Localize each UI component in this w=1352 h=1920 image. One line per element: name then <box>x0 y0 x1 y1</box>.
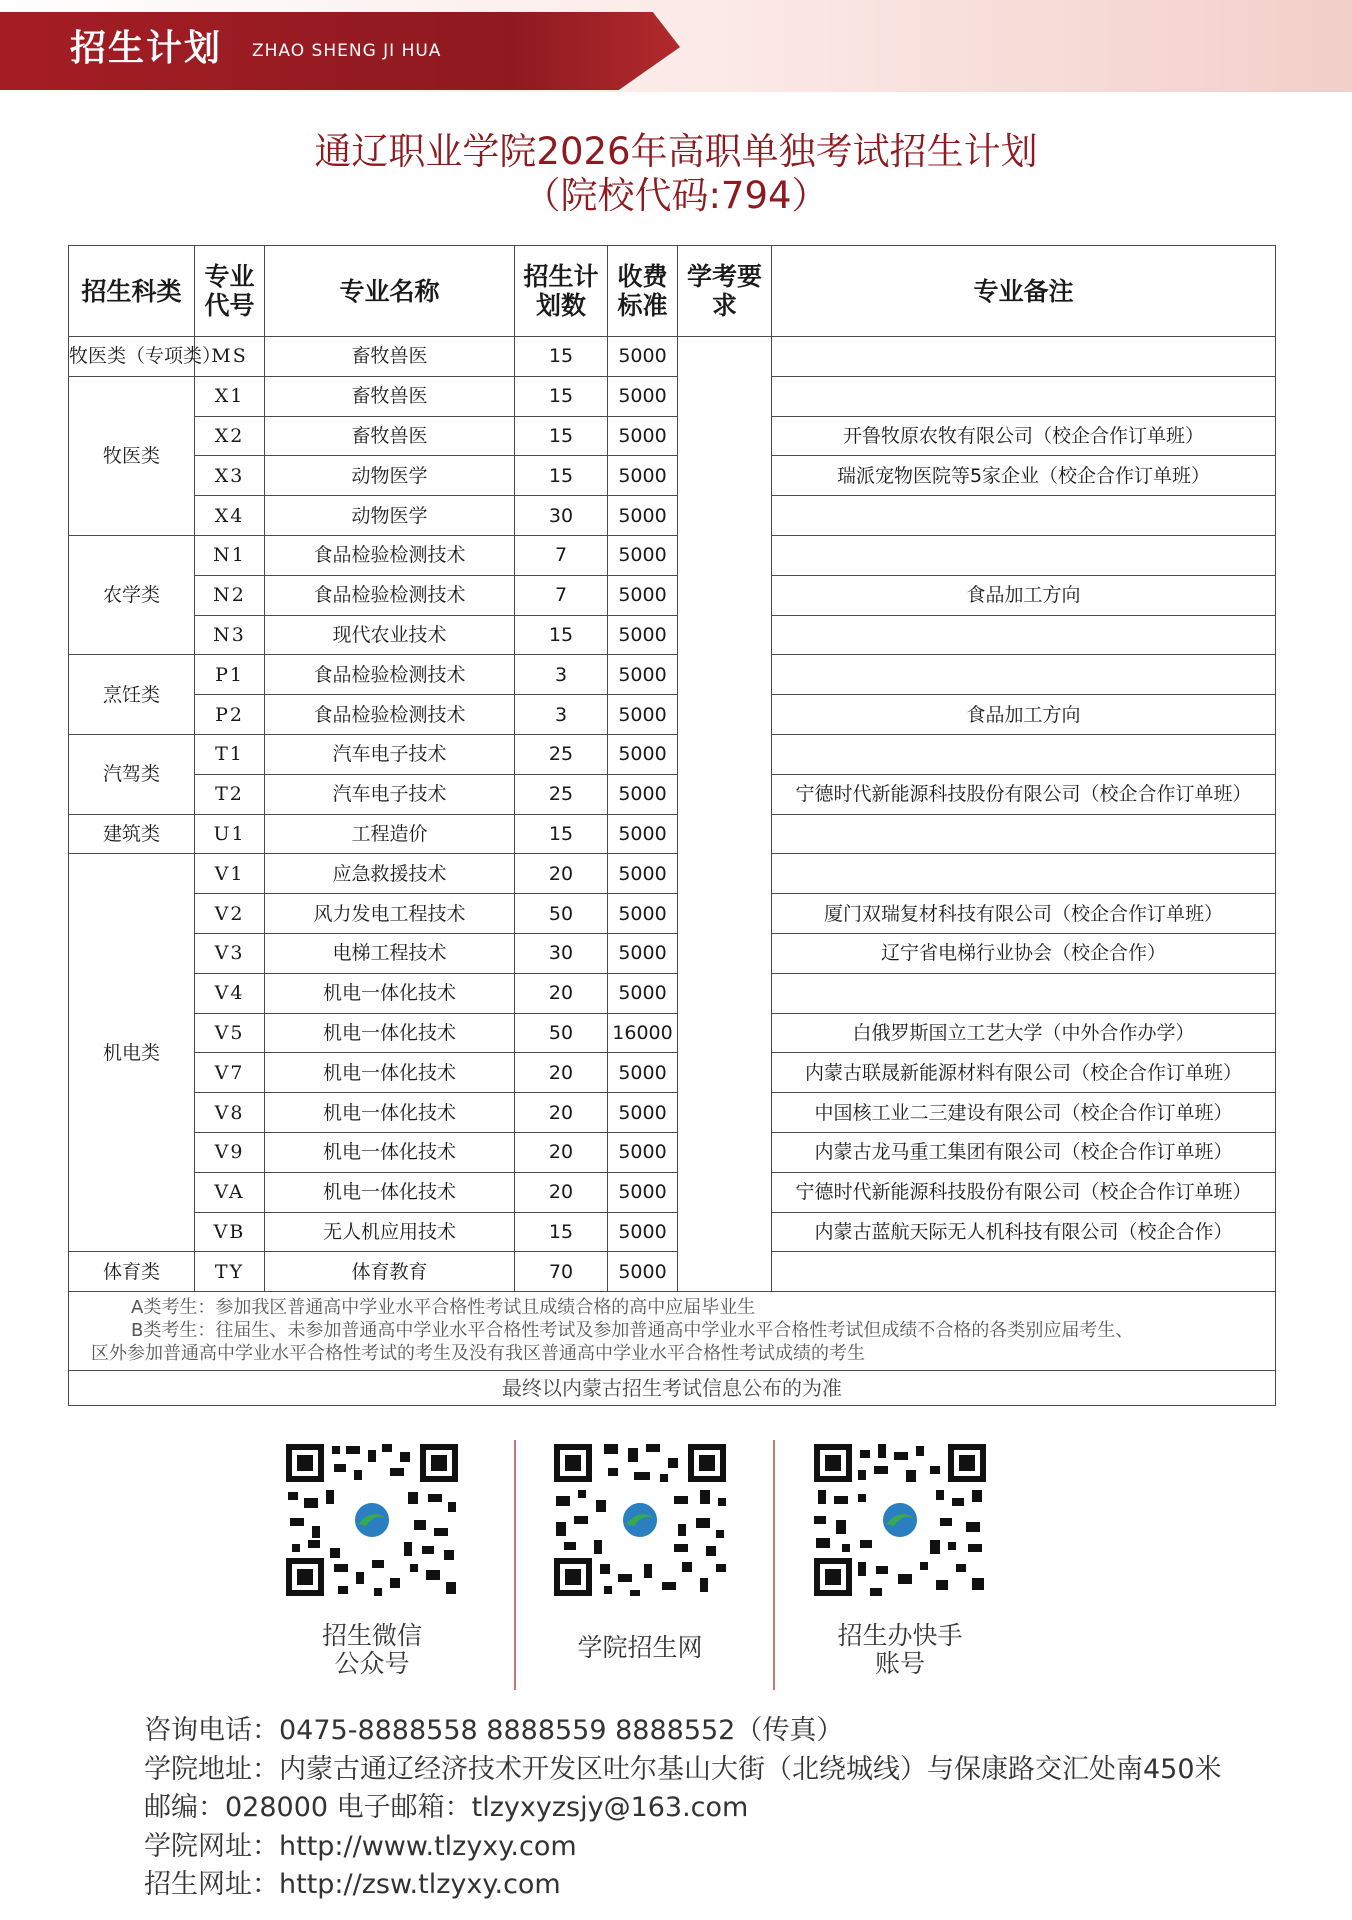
category-cell: 建筑类 <box>69 814 195 854</box>
note-cell <box>772 535 1276 575</box>
fee-cell: 5000 <box>608 1093 678 1133</box>
code-cell: V9 <box>195 1132 265 1172</box>
table-row <box>69 1172 1276 1212</box>
quota-cell: 15 <box>515 615 608 655</box>
category-cell: 烹饪类 <box>69 655 195 735</box>
code-cell: MS <box>195 337 265 377</box>
table-row <box>69 814 1276 854</box>
notes-row <box>69 1292 1276 1371</box>
note-cell: 宁德时代新能源科技股份有限公司（校企合作订单班） <box>772 1172 1276 1212</box>
major-cell: 现代农业技术 <box>265 615 515 655</box>
quota-cell: 30 <box>515 933 608 973</box>
fee-cell: 5000 <box>608 535 678 575</box>
contact-admission-website[interactable]: 招生网址：http://zsw.tlzyxy.com <box>144 1869 561 1900</box>
qr-label-kuaishou-2: 账号 <box>874 1649 925 1678</box>
note-cell: 内蒙古龙马重工集团有限公司（校企合作订单班） <box>772 1132 1276 1172</box>
quota-cell: 20 <box>515 1093 608 1133</box>
major-cell: 机电一体化技术 <box>265 973 515 1013</box>
major-cell: 应急救援技术 <box>265 854 515 894</box>
code-cell: X3 <box>195 456 265 496</box>
code-cell: X4 <box>195 496 265 536</box>
major-cell: 食品检验检测技术 <box>265 535 515 575</box>
qr-code-section <box>0 1440 1352 1690</box>
fee-cell: 5000 <box>608 615 678 655</box>
fee-cell: 5000 <box>608 814 678 854</box>
table-row <box>69 894 1276 934</box>
major-cell: 机电一体化技术 <box>265 1013 515 1053</box>
table-row <box>69 1132 1276 1172</box>
major-cell: 机电一体化技术 <box>265 1053 515 1093</box>
note-a: A类考生：参加我区普通高中学业水平合格性考试且成绩合格的高中应届毕业生 <box>131 1297 756 1319</box>
quota-cell: 3 <box>515 655 608 695</box>
fee-cell: 5000 <box>608 1212 678 1252</box>
code-cell: VB <box>195 1212 265 1252</box>
major-cell: 汽车电子技术 <box>265 774 515 814</box>
code-cell: V8 <box>195 1093 265 1133</box>
table-row <box>69 933 1276 973</box>
school-code: （院校代码:794） <box>523 174 829 217</box>
code-cell: U1 <box>195 814 265 854</box>
quota-cell: 50 <box>515 894 608 934</box>
quota-cell: 50 <box>515 1013 608 1053</box>
header-note: 专业备注 <box>772 246 1276 337</box>
quota-cell: 7 <box>515 535 608 575</box>
table-row <box>69 496 1276 536</box>
fee-cell: 5000 <box>608 774 678 814</box>
category-cell: 机电类 <box>69 854 195 1252</box>
qr-website-block <box>530 1440 750 1662</box>
table-row <box>69 854 1276 894</box>
fee-cell: 5000 <box>608 456 678 496</box>
code-cell: N3 <box>195 615 265 655</box>
table-row <box>69 376 1276 416</box>
table-row <box>69 615 1276 655</box>
note-cell <box>772 337 1276 377</box>
quota-cell: 30 <box>515 496 608 536</box>
code-cell: P1 <box>195 655 265 695</box>
major-cell: 工程造价 <box>265 814 515 854</box>
qr-label-kuaishou-1: 招生办快手 <box>837 1621 963 1650</box>
table-row <box>69 655 1276 695</box>
quota-cell: 25 <box>515 774 608 814</box>
fee-cell: 16000 <box>608 1013 678 1053</box>
table-row <box>69 1212 1276 1252</box>
code-cell: V2 <box>195 894 265 934</box>
major-cell: 畜牧兽医 <box>265 376 515 416</box>
major-cell: 风力发电工程技术 <box>265 894 515 934</box>
code-cell: V5 <box>195 1013 265 1053</box>
code-cell: N2 <box>195 575 265 615</box>
category-cell: 汽驾类 <box>69 734 195 814</box>
major-cell: 汽车电子技术 <box>265 734 515 774</box>
contact-zip-email: 邮编：028000 电子邮箱：tlzyxyzsjy@163.com <box>144 1792 749 1823</box>
quota-cell: 70 <box>515 1252 608 1292</box>
document-title: 通辽职业学院2026年高职单独考试招生计划 <box>314 130 1038 173</box>
header-category: 招生科类 <box>69 246 195 337</box>
code-cell: T1 <box>195 734 265 774</box>
fee-cell: 5000 <box>608 496 678 536</box>
quota-cell: 15 <box>515 814 608 854</box>
contact-phone: 咨询电话：0475-8888558 8888559 8888552（传真） <box>144 1715 844 1746</box>
quota-cell: 15 <box>515 376 608 416</box>
note-cell: 内蒙古蓝航天际无人机科技有限公司（校企合作） <box>772 1212 1276 1252</box>
fee-cell: 5000 <box>608 734 678 774</box>
fee-cell: 5000 <box>608 933 678 973</box>
table-row <box>69 734 1276 774</box>
fee-cell: 5000 <box>608 894 678 934</box>
note-cell <box>772 496 1276 536</box>
header-title: 招生计划 <box>70 28 223 69</box>
requirement-cell <box>678 337 772 1292</box>
major-cell: 体育教育 <box>265 1252 515 1292</box>
qr-code-kuaishou[interactable] <box>810 1440 990 1600</box>
quota-cell: 3 <box>515 695 608 735</box>
major-cell: 畜牧兽医 <box>265 416 515 456</box>
qr-code-wechat[interactable] <box>282 1440 462 1600</box>
table-row <box>69 575 1276 615</box>
qr-wechat-block <box>262 1440 482 1678</box>
code-cell: T2 <box>195 774 265 814</box>
qr-kuaishou-block <box>790 1440 1010 1678</box>
note-cell: 食品加工方向 <box>772 575 1276 615</box>
contact-website[interactable]: 学院网址：http://www.tlzyxy.com <box>144 1830 577 1862</box>
note-cell: 中国核工业二三建设有限公司（校企合作订单班） <box>772 1093 1276 1133</box>
fee-cell: 5000 <box>608 1172 678 1212</box>
fee-cell: 5000 <box>608 1252 678 1292</box>
note-cell <box>772 1252 1276 1292</box>
qr-divider <box>514 1440 516 1690</box>
note-cell: 瑞派宠物医院等5家企业（校企合作订单班） <box>772 456 1276 496</box>
note-cell: 开鲁牧原农牧有限公司（校企合作订单班） <box>772 416 1276 456</box>
note-cell: 厦门双瑞复材科技有限公司（校企合作订单班） <box>772 894 1276 934</box>
note-cell <box>772 655 1276 695</box>
category-cell: 体育类 <box>69 1252 195 1292</box>
code-cell: P2 <box>195 695 265 735</box>
quota-cell: 15 <box>515 1212 608 1252</box>
major-cell: 食品检验检测技术 <box>265 575 515 615</box>
quota-cell: 7 <box>515 575 608 615</box>
note-cell: 宁德时代新能源科技股份有限公司（校企合作订单班） <box>772 774 1276 814</box>
major-cell: 机电一体化技术 <box>265 1093 515 1133</box>
admission-plan-table <box>68 245 1276 1406</box>
major-cell: 机电一体化技术 <box>265 1132 515 1172</box>
table-row <box>69 1252 1276 1292</box>
table-row <box>69 337 1276 377</box>
quota-cell: 20 <box>515 1053 608 1093</box>
quota-cell: 20 <box>515 1172 608 1212</box>
table-row <box>69 416 1276 456</box>
note-cell <box>772 814 1276 854</box>
note-cell: 辽宁省电梯行业协会（校企合作） <box>772 933 1276 973</box>
fee-cell: 5000 <box>608 376 678 416</box>
table-row <box>69 456 1276 496</box>
table-row <box>69 1013 1276 1053</box>
header-major: 专业名称 <box>265 246 515 337</box>
note-cell: 内蒙古联晟新能源材料有限公司（校企合作订单班） <box>772 1053 1276 1093</box>
code-cell: N1 <box>195 535 265 575</box>
qr-label-wechat-2: 公众号 <box>334 1649 410 1678</box>
table-row <box>69 1093 1276 1133</box>
fee-cell: 5000 <box>608 575 678 615</box>
table-row <box>69 973 1276 1013</box>
quota-cell: 15 <box>515 456 608 496</box>
fee-cell: 5000 <box>608 1053 678 1093</box>
major-cell: 电梯工程技术 <box>265 933 515 973</box>
table-header-row <box>69 246 1276 337</box>
quota-cell: 25 <box>515 734 608 774</box>
contact-address: 学院地址：内蒙古通辽经济技术开发区吐尔基山大街（北绕城线）与保康路交汇处南450米 <box>144 1753 1222 1785</box>
note-cell <box>772 376 1276 416</box>
table-row <box>69 1053 1276 1093</box>
qr-divider <box>773 1440 775 1690</box>
quota-cell: 20 <box>515 854 608 894</box>
quota-cell: 20 <box>515 973 608 1013</box>
table-row <box>69 535 1276 575</box>
fee-cell: 5000 <box>608 1132 678 1172</box>
quota-cell: 15 <box>515 416 608 456</box>
code-cell: TY <box>195 1252 265 1292</box>
final-note: 最终以内蒙古招生考试信息公布的为准 <box>69 1371 1276 1406</box>
final-note-row <box>69 1371 1276 1406</box>
note-cell: 食品加工方向 <box>772 695 1276 735</box>
category-cell: 牧医类 <box>69 376 195 535</box>
major-cell: 动物医学 <box>265 496 515 536</box>
fee-cell: 5000 <box>608 854 678 894</box>
fee-cell: 5000 <box>608 416 678 456</box>
fee-cell: 5000 <box>608 655 678 695</box>
fee-cell: 5000 <box>608 973 678 1013</box>
code-cell: V3 <box>195 933 265 973</box>
qr-label-wechat-1: 招生微信 <box>321 1621 422 1650</box>
contact-info <box>144 1712 1222 1905</box>
quota-cell: 20 <box>515 1132 608 1172</box>
header-quota: 招生计划数 <box>515 246 608 337</box>
code-cell: X1 <box>195 376 265 416</box>
note-cell <box>772 615 1276 655</box>
header-requirement: 学考要求 <box>678 246 772 337</box>
table-row <box>69 774 1276 814</box>
note-b-line1: B类考生：往届生、未参加普通高中学业水平合格性考试及参加普通高中学业水平合格性考试但成绩不合格的各类别应届考生、 <box>131 1320 1134 1342</box>
code-cell: VA <box>195 1172 265 1212</box>
major-cell: 机电一体化技术 <box>265 1172 515 1212</box>
qr-code-website[interactable] <box>550 1440 730 1600</box>
code-cell: V1 <box>195 854 265 894</box>
note-cell: 白俄罗斯国立工艺大学（中外合作办学） <box>772 1013 1276 1053</box>
header-subtitle: ZHAO SHENG JI HUA <box>252 41 442 61</box>
major-cell: 动物医学 <box>265 456 515 496</box>
code-cell: X2 <box>195 416 265 456</box>
qr-label-website: 学院招生网 <box>577 1633 703 1662</box>
note-b-line2: 区外参加普通高中学业水平合格性考试的考生及没有我区普通高中学业水平合格性考试成绩的考生 <box>91 1343 865 1365</box>
major-cell: 无人机应用技术 <box>265 1212 515 1252</box>
code-cell: V4 <box>195 973 265 1013</box>
major-cell: 食品检验检测技术 <box>265 655 515 695</box>
notes-cell <box>69 1292 1276 1371</box>
fee-cell: 5000 <box>608 337 678 377</box>
major-cell: 畜牧兽医 <box>265 337 515 377</box>
header-code: 专业代号 <box>195 246 265 337</box>
quota-cell: 15 <box>515 337 608 377</box>
note-cell <box>772 734 1276 774</box>
major-cell: 食品检验检测技术 <box>265 695 515 735</box>
fee-cell: 5000 <box>608 695 678 735</box>
note-cell <box>772 973 1276 1013</box>
note-cell <box>772 854 1276 894</box>
category-cell: 牧医类（专项类） <box>69 337 195 377</box>
code-cell: V7 <box>195 1053 265 1093</box>
category-cell: 农学类 <box>69 535 195 654</box>
table-row <box>69 695 1276 735</box>
header-fee: 收费标准 <box>608 246 678 337</box>
